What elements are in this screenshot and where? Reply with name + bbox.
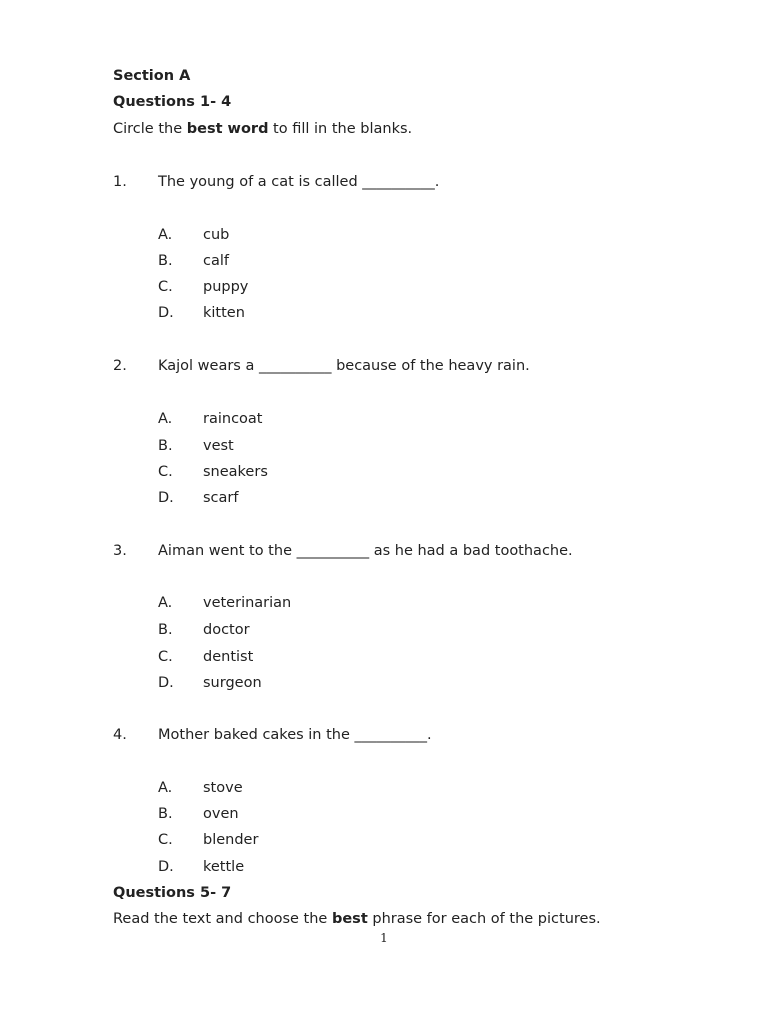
- question-number: 4.: [113, 727, 127, 743]
- option-letter: C.: [158, 832, 173, 848]
- option-text: blender: [203, 832, 259, 848]
- option-letter: C.: [158, 649, 173, 665]
- option-letter: A.: [158, 780, 173, 796]
- page-number: 1: [380, 931, 388, 945]
- instruction-text: Circle the: [113, 121, 187, 137]
- instruction-text: Read the text and choose the: [113, 911, 332, 927]
- section-title: Section A: [113, 68, 191, 84]
- option-letter: A.: [158, 411, 173, 427]
- question-text: Kajol wears a __________ because of the heavy rain.: [158, 358, 530, 374]
- option-text: calf: [203, 253, 229, 269]
- group2-heading: Questions 5- 7: [113, 885, 232, 901]
- option-text: dentist: [203, 649, 254, 665]
- option-letter: D.: [158, 675, 174, 691]
- instruction-emphasis: best word: [186, 121, 269, 137]
- question-number: 1.: [113, 174, 127, 190]
- option-letter: A.: [158, 227, 173, 243]
- option-text: kitten: [203, 305, 245, 321]
- option-text: stove: [203, 780, 243, 796]
- option-text: puppy: [203, 279, 249, 295]
- option-letter: B.: [158, 438, 173, 454]
- option-text: veterinarian: [203, 595, 292, 611]
- instruction-text: to fill in the blanks.: [268, 121, 413, 137]
- option-letter: C.: [158, 279, 173, 295]
- question-number: 3.: [113, 543, 127, 559]
- question-text: Mother baked cakes in the __________.: [158, 727, 432, 743]
- option-text: cub: [203, 227, 230, 243]
- instruction-emphasis: best: [331, 911, 368, 927]
- option-letter: A.: [158, 595, 173, 611]
- option-text: oven: [203, 806, 239, 822]
- instruction-text: phrase for each of the pictures.: [367, 911, 601, 927]
- option-letter: B.: [158, 806, 173, 822]
- option-text: surgeon: [203, 675, 262, 691]
- group1-instruction: [113, 120, 412, 138]
- option-letter: D.: [158, 490, 174, 506]
- option-letter: D.: [158, 305, 174, 321]
- option-letter: B.: [158, 622, 173, 638]
- option-letter: D.: [158, 859, 174, 875]
- group1-heading: Questions 1- 4: [113, 94, 232, 110]
- option-letter: C.: [158, 464, 173, 480]
- option-text: vest: [203, 438, 234, 454]
- group2-instruction: [113, 910, 601, 928]
- question-text: The young of a cat is called __________.: [158, 174, 440, 190]
- question-number: 2.: [113, 358, 127, 374]
- option-letter: B.: [158, 253, 173, 269]
- question-text: Aiman went to the __________ as he had a bad toothache.: [158, 543, 573, 559]
- option-text: doctor: [203, 622, 250, 638]
- option-text: raincoat: [203, 411, 263, 427]
- option-text: scarf: [203, 490, 239, 506]
- option-text: kettle: [203, 859, 245, 875]
- option-text: sneakers: [203, 464, 268, 480]
